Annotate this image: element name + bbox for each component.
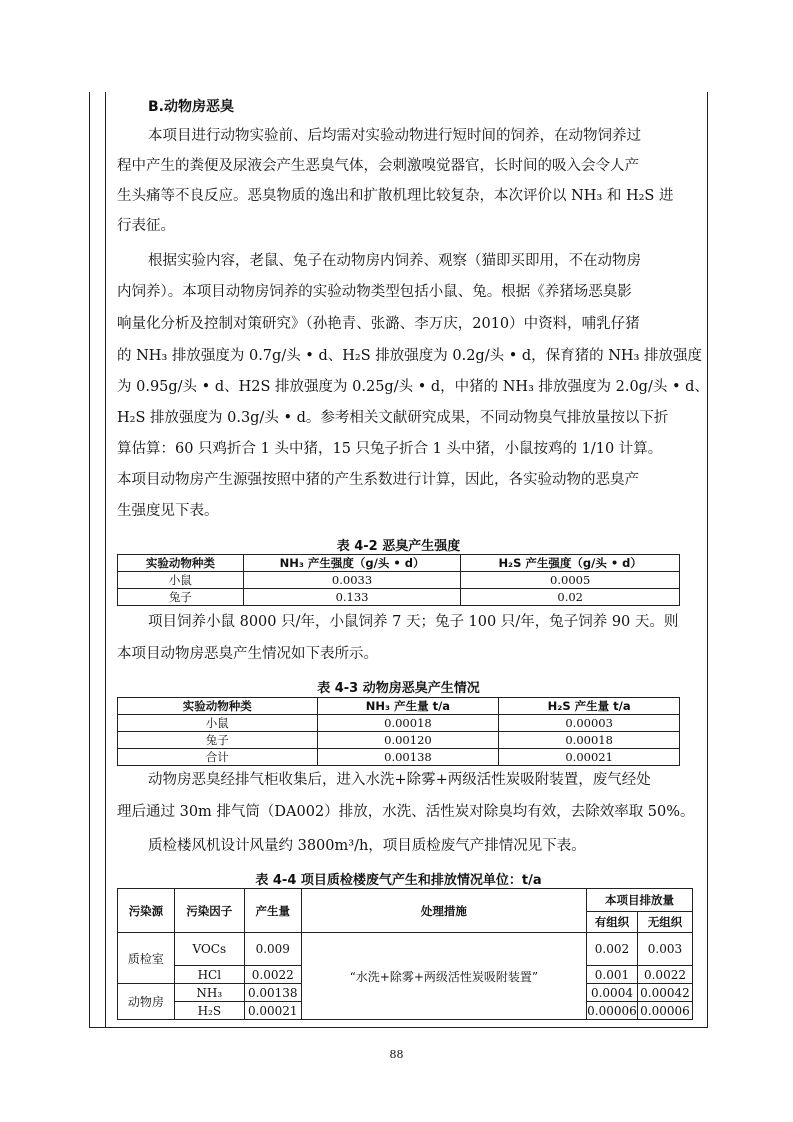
table-cell: 小鼠 — [118, 715, 318, 732]
table-cell: 兔子 — [118, 589, 244, 606]
table-cell: 0.00006 — [587, 1003, 637, 1018]
para-1-line-4: 行表征。 — [117, 218, 175, 234]
table-4-4-header-source: 污染源 — [118, 889, 175, 933]
para-2-line-1: 根据实验内容，老鼠、兔子在动物房内饲养、观察（猫即买即用，不在动物房 — [148, 253, 641, 269]
table-4-3-header-animal: 实验动物种类 — [118, 698, 318, 715]
table-cell: 0.00018 — [499, 732, 680, 749]
table-cell: 0.0005 — [461, 572, 680, 589]
table-cell: 0.02 — [461, 589, 680, 606]
table-cell: 0.00138 — [317, 749, 499, 766]
section-heading: B.动物房恶臭 — [148, 99, 234, 115]
table-4-2 — [117, 554, 680, 606]
para-2-line-4: 的 NH₃ 排放强度为 0.7g/头 • d、H₂S 排放强度为 0.2g/头 • d，保育猪的 NH₃ 排放强度 — [117, 348, 703, 364]
table-row — [118, 933, 693, 966]
table-4-3 — [117, 697, 680, 766]
table-4-3-caption: 表 4-3 动物房恶臭产生情况 — [317, 681, 480, 696]
table-row — [118, 749, 680, 766]
table-cell: 0.00120 — [317, 732, 499, 749]
table-cell: 兔子 — [118, 732, 318, 749]
para-2-line-8: 本项目动物房产生源强按照中猪的产生系数进行计算，因此，各实验动物的恶臭产 — [117, 472, 639, 488]
para-2-line-6: H₂S 排放强度为 0.3g/头 • d。参考相关文献研究成果，不同动物臭气排放量按以下折 — [117, 410, 669, 426]
table-cell: 0.009 — [244, 933, 301, 966]
para-2-line-9: 生强度见下表。 — [117, 503, 219, 519]
table-4-3-header-h2s: H₂S 产生量 t/a — [499, 698, 680, 715]
table-4-2-caption: 表 4-2 恶臭产生强度 — [336, 539, 461, 554]
table-4-4-header-amount: 产生量 — [244, 889, 301, 933]
para-2-line-2: 内饲养）。本项目动物房饲养的实验动物类型包括小鼠、兔。根据《养猪场恶臭影 — [117, 284, 632, 300]
para-3-line-2: 本项目动物房恶臭产生情况如下表所示。 — [117, 646, 378, 662]
table-cell: 0.0033 — [243, 572, 461, 589]
table-4-2-header-nh3: NH₃ 产生强度（g/头 • d） — [243, 555, 461, 572]
table-cell: 0.0004 — [586, 984, 637, 1002]
page-number: 88 — [389, 1048, 404, 1061]
table-cell: 0.00003 — [499, 715, 680, 732]
table-cell: 0.00018 — [317, 715, 499, 732]
table-cell: 0.00021 — [499, 749, 680, 766]
table-4-4-header-unorganized: 无组织 — [637, 912, 692, 933]
frame-divider — [105, 92, 106, 1027]
table-cell: 0.0022 — [637, 966, 692, 984]
table-cell: 0.00006 — [637, 1002, 692, 1020]
para-2-line-7: 算估算：60 只鸡折合 1 头中猪，15 只兔子折合 1 头中猪，小鼠按鸡的 1/10 计算。 — [117, 441, 663, 457]
para-1-line-2: 程中产生的粪便及尿液会产生恶臭气体，会刺激嗅觉器官，长时间的吸入会令人产 — [117, 158, 639, 174]
table-cell: 0.00042 — [637, 984, 692, 1002]
treatment-measure-cell: “水洗+除雾+两级活性炭吸附装置” — [301, 933, 586, 1020]
table-cell: H₂S — [174, 1002, 244, 1020]
para-2-line-5: 为 0.95g/头 • d、H2S 排放强度为 0.25g/头 • d，中猪的 NH₃ 排放强度为 2.0g/头 • d、 — [117, 379, 709, 395]
table-cell: 0.001 — [586, 966, 637, 984]
table-cell: 合计 — [118, 749, 318, 766]
table-4-4-header-emission: 本项目排放量 — [586, 889, 692, 912]
para-2-line-3: 响量化分析及控制对策研究》（孙艳青、张潞、李万庆，2010）中资料，哺乳仔猪 — [117, 316, 640, 332]
para-4-line-1: 动物房恶臭经排气柜收集后，进入水洗+除雾+两级活性炭吸附装置，废气经处 — [148, 772, 651, 788]
para-1-line-1: 本项目进行动物实验前、后均需对实验动物进行短时间的饲养，在动物饲养过 — [148, 128, 641, 144]
table-4-2-header-h2s: H₂S 产生强度（g/头 • d） — [461, 555, 680, 572]
table-cell: 0.003 — [637, 933, 692, 966]
table-4-4-header-organized: 有组织 — [586, 912, 637, 933]
table-row — [118, 572, 680, 589]
table-4-4-header-factor: 污染因子 — [174, 889, 244, 933]
table-cell: 0.00021 — [244, 1002, 301, 1020]
table-4-2-header-animal: 实验动物种类 — [118, 555, 244, 572]
table-cell: NH₃ — [174, 984, 244, 1002]
table-row — [118, 715, 680, 732]
table-cell: VOCs — [174, 933, 244, 966]
para-3-line-1: 项目饲养小鼠 8000 只/年，小鼠饲养 7 天；兔子 100 只/年，兔子饲养 90 天。则 — [148, 614, 679, 630]
table-4-4-caption: 表 4-4 项目质检楼废气产生和排放情况单位：t/a — [255, 873, 542, 888]
table-4-4-header-measure: 处理措施 — [301, 889, 586, 933]
table-row — [118, 732, 680, 749]
table-cell: HCl — [174, 966, 244, 984]
table-cell: 小鼠 — [118, 572, 244, 589]
table-cell: 0.0022 — [244, 966, 301, 984]
table-cell: 0.002 — [586, 933, 637, 966]
para-5-line-1: 质检楼风机设计风量约 3800m³/h，项目质检废气产排情况见下表。 — [148, 838, 586, 854]
source-cell: 动物房 — [118, 984, 175, 1020]
table-4-4 — [117, 888, 693, 1020]
table-4-3-header-nh3: NH₃ 产生量 t/a — [317, 698, 499, 715]
para-1-line-3: 生头痛等不良反应。恶臭物质的逸出和扩散机理比较复杂，本次评价以 NH₃ 和 H₂S 进 — [117, 188, 674, 204]
para-4-line-2: 理后通过 30m 排气筒（DA002）排放，水洗、活性炭对除臭均有效，去除效率取 50%。 — [117, 804, 695, 820]
table-row — [118, 589, 680, 606]
table-cell: 0.00138 — [244, 984, 301, 1002]
table-cell: 0.133 — [243, 589, 461, 606]
source-cell: 质检室 — [118, 933, 175, 984]
